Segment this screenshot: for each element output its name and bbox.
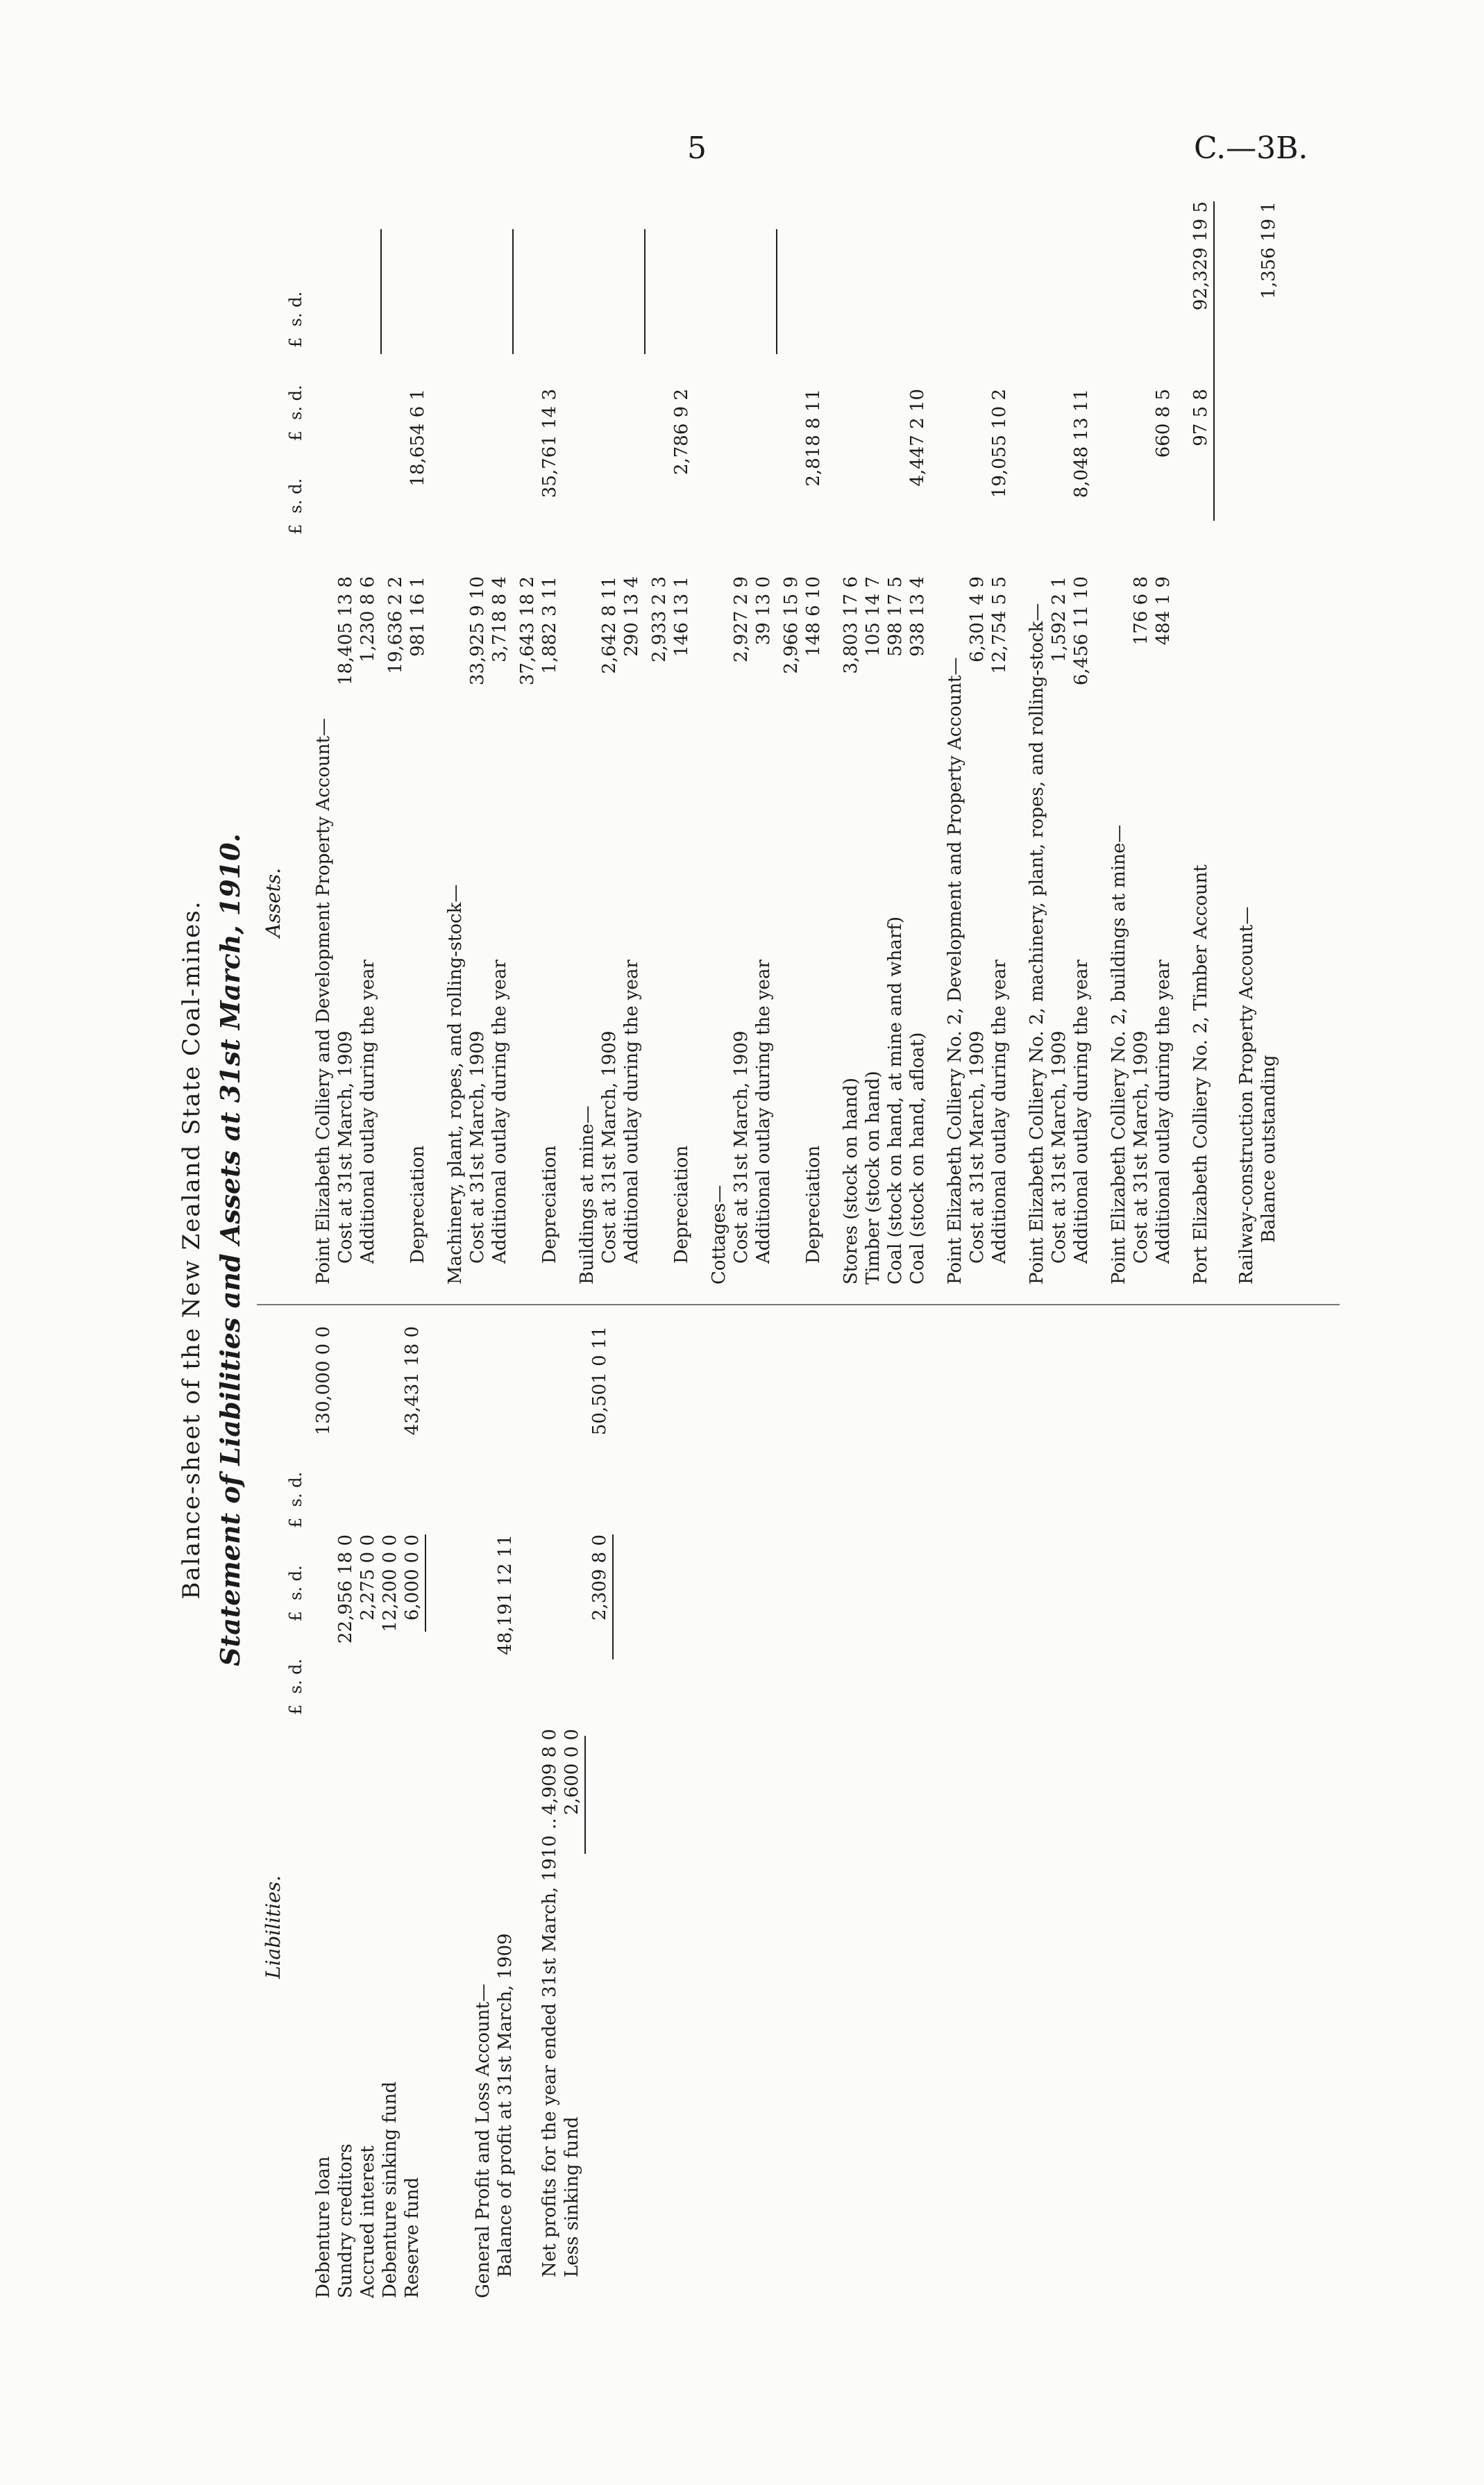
asset-row: Balance outstanding 1,356 19 1 bbox=[1258, 201, 1279, 1243]
asset-col-headers: £ s. d. £ s. d. £ s. d. bbox=[286, 291, 305, 535]
asset-row: Coal (stock on hand, at mine and wharf) 598 17 5 bbox=[885, 576, 906, 1285]
gpl-balance: Balance of profit at 31st March, 1909 48,191 12 11 bbox=[495, 1534, 516, 2277]
asset-row: Cost at 31st March, 1909 18,405 13 8 bbox=[335, 576, 356, 1264]
asset-row: 2,966 15 9 bbox=[781, 576, 802, 674]
asset-row: Additional outlay during the year 6,456 11 10 8,048 13 11 bbox=[1071, 389, 1092, 1264]
asset-row: 2,933 2 3 bbox=[649, 576, 670, 663]
rule bbox=[1213, 201, 1215, 521]
asset-group-title: Machinery, plant, ropes, and rolling-stock— bbox=[445, 884, 466, 1285]
asset-row: Timber (stock on hand) 105 14 7 bbox=[863, 576, 884, 1285]
gpl-less: Less sinking fund 2,600 0 0 bbox=[562, 1729, 582, 2277]
sheet-title: Balance-sheet of the New Zealand State Coal-mines. bbox=[178, 900, 205, 1600]
asset-row: Additional outlay during the year 3,718 8 4 bbox=[489, 576, 510, 1264]
asset-row: Port Elizabeth Colliery No. 2, Timber Account 97 5 8 92,329 19 5 bbox=[1190, 201, 1211, 1285]
asset-row: Additional outlay during the year 12,754 5 5 19,055 10 2 bbox=[989, 389, 1010, 1264]
column-divider bbox=[257, 1304, 1340, 1305]
rule bbox=[380, 229, 382, 354]
liabilities-heading: Liabilities. bbox=[262, 1875, 285, 1979]
asset-row: 37,643 18 2 bbox=[517, 576, 538, 686]
gpl-title: General Profit and Loss Account— bbox=[473, 1984, 494, 2298]
gpl-diff: 2,309 8 0 50,501 0 11 bbox=[589, 1326, 610, 1621]
asset-group-title: Railway-construction Property Account— bbox=[1236, 906, 1257, 1285]
asset-row: Additional outlay during the year 39 13 0 bbox=[753, 576, 774, 1264]
asset-row: Depreciation 1,882 3 11 35,761 14 3 bbox=[539, 389, 560, 1264]
liab-row: Debenture sinking fund 12,200 0 0 bbox=[380, 1534, 400, 2298]
document-reference: C.—3B. bbox=[1194, 131, 1308, 166]
asset-row: Cost at 31st March, 1909 33,925 9 10 bbox=[467, 576, 488, 1264]
rule bbox=[644, 229, 646, 354]
asset-group-title: Point Elizabeth Colliery and Development Property Account— bbox=[313, 718, 334, 1285]
rule bbox=[776, 229, 777, 354]
page-number: 5 bbox=[687, 131, 707, 166]
liab-row: Accrued interest 2,275 0 0 bbox=[357, 1534, 378, 2298]
rule bbox=[425, 1534, 426, 1632]
gpl-net: Net profits for the year ended 31st March, 1910 .. 4,909 8 0 bbox=[539, 1729, 560, 2277]
asset-row: Additional outlay during the year 1,230 8 6 bbox=[357, 576, 378, 1264]
asset-row: Additional outlay during the year 290 13 4 bbox=[621, 576, 642, 1264]
asset-row: Cost at 31st March, 1909 1,592 2 1 bbox=[1049, 576, 1070, 1264]
asset-group-title: Cottages— bbox=[709, 1185, 730, 1285]
asset-row: Depreciation 148 6 10 2,818 8 11 bbox=[803, 389, 824, 1264]
asset-row: Cost at 31st March, 1909 2,927 2 9 bbox=[731, 576, 752, 1264]
asset-row: 19,636 2 2 bbox=[385, 576, 406, 674]
asset-group-title: Point Elizabeth Colliery No. 2, machinery, plant, ropes, and rolling-stock— bbox=[1027, 603, 1047, 1285]
liab-row: Sundry creditors 22,956 18 0 bbox=[335, 1534, 356, 2298]
asset-row: Depreciation 981 16 1 18,654 6 1 bbox=[407, 389, 428, 1264]
asset-row: Cost at 31st March, 1909 6,301 4 9 bbox=[967, 576, 988, 1264]
asset-row: Coal (stock on hand, afloat) 938 13 4 4,447 2 10 bbox=[907, 389, 928, 1285]
balance-sheet bbox=[180, 174, 1395, 2326]
assets-heading: Assets. bbox=[262, 867, 285, 937]
asset-row: Stores (stock on hand) 3,803 17 6 bbox=[841, 576, 861, 1285]
asset-row: Additional outlay during the year 484 1 9 660 8 5 bbox=[1153, 389, 1174, 1264]
asset-row: Cost at 31st March, 1909 176 6 8 bbox=[1131, 576, 1152, 1264]
rule bbox=[512, 229, 514, 354]
asset-row: Cost at 31st March, 1909 2,642 8 11 bbox=[599, 576, 620, 1264]
asset-group-title: Point Elizabeth Colliery No. 2, Development and Property Account— bbox=[945, 657, 966, 1285]
rule bbox=[612, 1534, 614, 1659]
liab-col-headers: £ s. d. £ s. d. £ s. d. bbox=[286, 1471, 305, 1715]
asset-group-title: Point Elizabeth Colliery No. 2, buildings at mine— bbox=[1108, 824, 1129, 1285]
liab-row: Debenture loan 130,000 0 0 bbox=[313, 1326, 334, 2298]
liab-row: Reserve fund 6,000 0 0 43,431 18 0 bbox=[402, 1326, 423, 2298]
asset-row: Depreciation 146 13 1 2,786 9 2 bbox=[671, 389, 692, 1264]
asset-group-title: Buildings at mine— bbox=[577, 1105, 598, 1285]
sheet-subtitle: Statement of Liabilities and Assets at 31st March, 1910. bbox=[214, 833, 246, 1666]
rule bbox=[584, 1736, 586, 1854]
